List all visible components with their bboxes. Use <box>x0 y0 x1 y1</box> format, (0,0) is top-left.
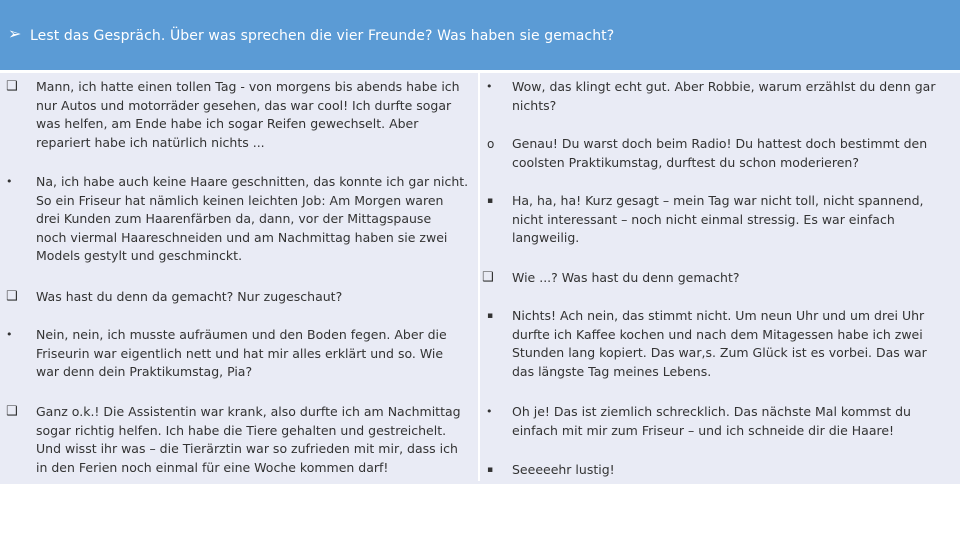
checkbox-bullet-icon: ❑ <box>6 404 18 419</box>
dialogue-text: Wow, das klingt echt gut. Aber Robbie, warum erzählst du denn gar nichts? <box>512 79 936 113</box>
checkbox-bullet-icon: ❑ <box>482 270 494 285</box>
arrow-bullet-icon: ➢ <box>8 24 22 43</box>
dot-bullet-icon: • <box>486 405 493 418</box>
dialogue-text: Genau! Du warst doch beim Radio! Du hattest doch bestimmt den coolsten Praktikumstag, durftest du schon moderieren? <box>512 136 928 170</box>
dialogue-text: Nein, nein, ich musste aufräumen und den Boden fegen. Aber die Friseurin war eigentlich nett und hat mir alles erklärt und so. Wie war denn dein Praktikumstag, Pia? <box>36 327 447 380</box>
column-divider <box>478 70 480 481</box>
square-bullet-icon: ▪ <box>487 311 494 321</box>
dialogue-text: Ganz o.k.! Die Assistentin war krank, also durfte ich am Nachmittag sogar richtig helfen. Ich habe die Tiere gehalten und gestreichelt. Und wisst ihr was – die Tierärztin war so zufrieden mit mir, dass ich in den Ferien noch einmal für eine Woche kommen darf! <box>36 404 461 475</box>
dialogue-text: Ha, ha, ha! Kurz gesagt – mein Tag war nicht toll, nicht spannend, nicht interessant – noch nicht einmal stressig. Es war einfach langweilig. <box>512 193 924 246</box>
dot-bullet-icon: • <box>6 175 13 188</box>
dialogue-text: Seeeeehr lustig! <box>512 462 615 477</box>
dialogue-text: Was hast du denn da gemacht? Nur zugeschaut? <box>36 289 343 304</box>
circle-bullet-icon: o <box>487 137 495 151</box>
header-bar <box>0 0 960 70</box>
dialogue-text: Mann, ich hatte einen tollen Tag - von morgens bis abends habe ich nur Autos und motorräder gesehen, das war cool! Ich durfte sogar was helfen, am Ende habe ich sogar Reifen gewechselt. Aber repariert habe ich natürlich nichts ... <box>36 79 460 150</box>
page-title: Lest das Gespräch. Über was sprechen die vier Freunde? Was haben sie gemacht? <box>30 28 615 44</box>
dialogue-text: Wie ...? Was hast du denn gemacht? <box>512 270 740 285</box>
dialogue-text: Na, ich habe auch keine Haare geschnitten, das konnte ich gar nicht. So ein Friseur hat nämlich keinen leichten Job: Am Morgen waren drei Kunden zum Haarenfärben da, dann, vor der Mittagspause noch viermal Haareschneiden und am Nachmittag haben sie zwei Models gestylt und geschminckt. <box>36 174 469 264</box>
checkbox-bullet-icon: ❑ <box>6 79 18 94</box>
square-bullet-icon: ▪ <box>487 196 494 206</box>
dot-bullet-icon: • <box>6 328 13 341</box>
square-bullet-icon: ▪ <box>487 465 494 475</box>
dialogue-text: Nichts! Ach nein, das stimmt nicht. Um neun Uhr und um drei Uhr durfte ich Kaffee kochen und nach dem Mitagessen habe ich zwei Stunden lang kopiert. Das war,s. Zum Glück ist es vorbei. Das war das längste Tag meines Lebens. <box>512 308 927 379</box>
dialogue-text: Oh je! Das ist ziemlich schrecklich. Das nächste Mal kommst du einfach mit mir zum Friseur – und ich schneide dir die Haare! <box>512 404 911 438</box>
checkbox-bullet-icon: ❑ <box>6 289 18 304</box>
dot-bullet-icon: • <box>486 80 493 93</box>
